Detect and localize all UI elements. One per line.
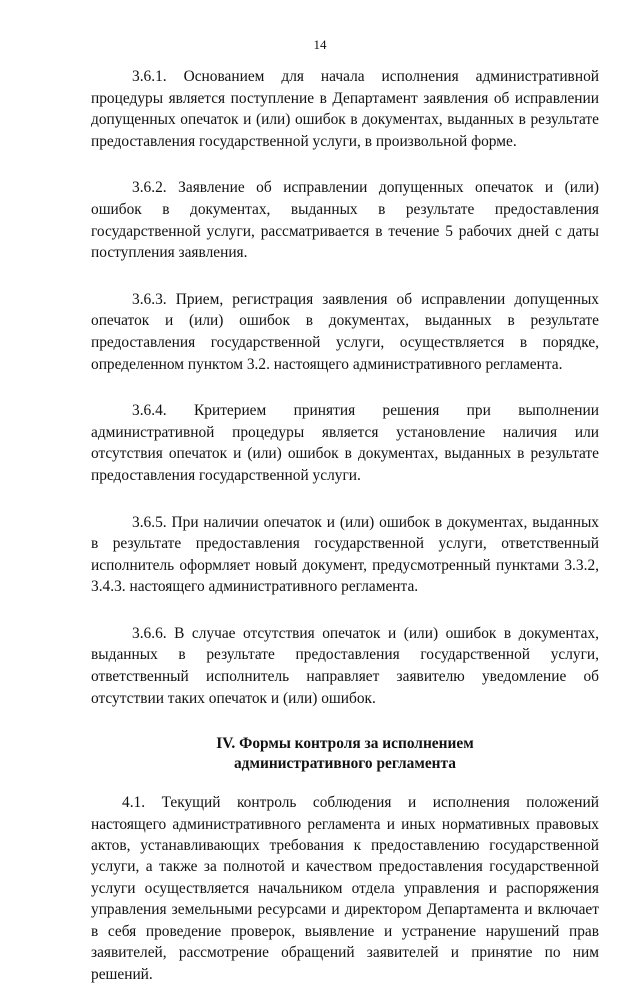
paragraph-3-6-1: 3.6.1. Основанием для начала исполнения административной процедуры является поступление в Департамент заявления об исправлении допущенных опечаток и (или) ошибок в документах, выданных в результате предоставления государственной услуги, в произвольной форме. <box>91 68 599 150</box>
paragraph-4-1: 4.1. Текущий контроль соблюдения и исполнения положений настоящего административного регламента и иных нормативных правовых актов, устанавливающих требования к предоставлению государственной услуги, а также за полнотой и качеством предоставления государственной услуги осуществляется начальником отдела управления и распоряжения управления земельными ресурсами и директором Департамента и включает в себя проведение проверок, выявление и устранение нарушений прав заявителей, рассмотрение обращений заявителей и принятие по ним решений. <box>91 794 599 983</box>
section-heading-line-1: IV. Формы контроля за исполнением <box>216 735 474 753</box>
section-heading-line-2: административного регламента <box>233 755 456 773</box>
document-body <box>91 66 599 985</box>
page-number: 14 <box>313 37 327 52</box>
section-heading <box>91 734 599 774</box>
paragraph-3-6-2: 3.6.2. Заявление об исправлении допущенных опечаток и (или) ошибок в документах, выданных в результате предоставления государственной услуги, рассматривается в течение 5 рабочих дней с даты поступления заявления. <box>91 179 599 262</box>
paragraph-3-6-4: 3.6.4. Критерием принятия решения при выполнении административной процедуры является установление наличия или отсутствия опечаток и (или) ошибок в документах, выданных в результате предоставления государственной услуги. <box>91 402 599 484</box>
paragraph-3-6-6: 3.6.6. В случае отсутствия опечаток и (или) ошибок в документах, выданных в результате предоставления государственной услуги, ответственный исполнитель направляет заявителю уведомление об отсутствии таких опечаток и (или) ошибок. <box>91 624 599 707</box>
paragraph-3-6-3: 3.6.3. Прием, регистрация заявления об исправлении допущенных опечаток и (или) ошибок в документах, выданных в результате предоставления государственной услуги, осуществляется в порядке, определенном пунктом 3.2. настоящего административного регламента. <box>91 290 599 373</box>
paragraph-3-6-5: 3.6.5. При наличии опечаток и (или) ошибок в документах, выданных в результате предоставления государственной услуги, ответственный исполнитель оформляет новый документ, предусмотренный пунктами 3.3.2, 3.4.3. настоящего административного регламента. <box>91 513 599 596</box>
